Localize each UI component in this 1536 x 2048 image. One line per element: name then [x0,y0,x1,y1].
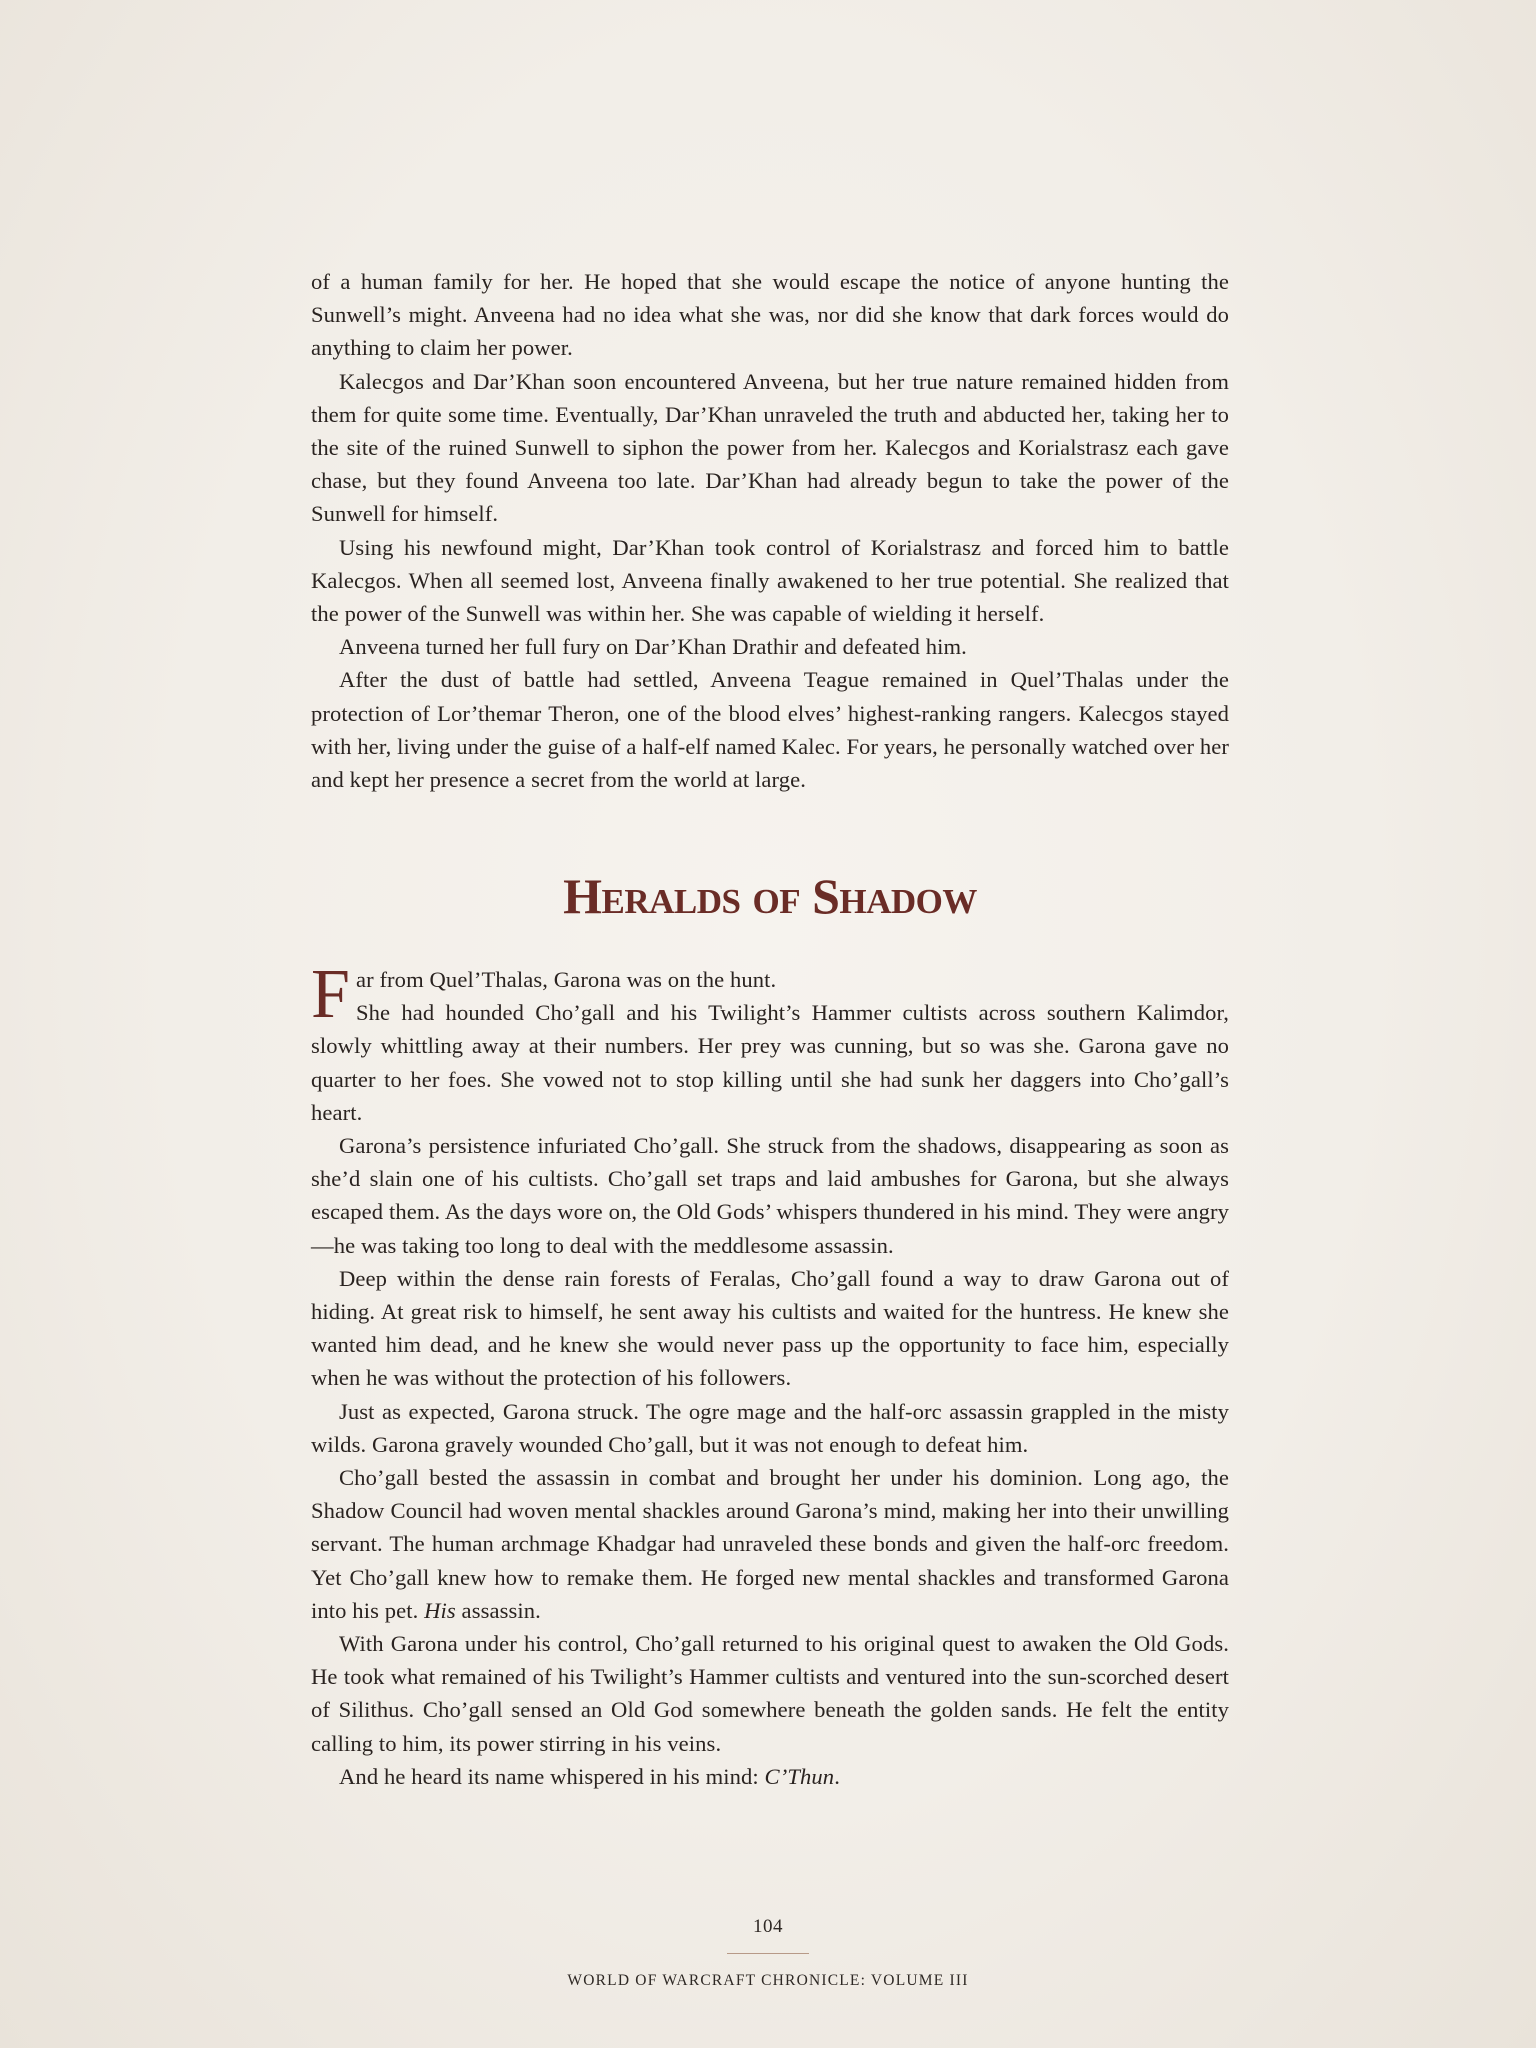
paragraph-text: . [834,1763,840,1789]
paragraph: Just as expected, Garona struck. The ogre mage and the half-orc assassin grappled in the misty wilds. Garona gravely wounded Cho’gall, but it was not enough to defeat him. [311,1398,1229,1457]
footer-divider [727,1953,809,1954]
top-text-block [311,265,1229,796]
paragraph-text: assassin. [455,1597,541,1623]
bottom-text-block [311,956,1229,1793]
page-number: 104 [753,1916,783,1937]
opening-line: ar from Quel’Thalas, Garona was on the hunt. [355,967,777,992]
paragraph: After the dust of battle had settled, Anveena Teague remained in Quel’Thalas under the protection of Lor’themar Theron, one of the blood elves’ highest-ranking rangers. Kalecgos stayed with her, living under the guise of a half-elf named Kalec. For years, he personally watched over her and kept her presence a secret from the world at large. [311,667,1229,793]
paragraph: Deep within the dense rain forests of Feralas, Cho’gall found a way to draw Garona out of hiding. At great risk to himself, he sent away his cultists and waited for the huntress. He knew she wanted him dead, and he knew she would never pass up the opportunity to face him, especially when he was without the protection of his followers. [311,1265,1229,1391]
section-heading: Heralds of Shadow [563,868,977,924]
italic-name: C’Thun [764,1763,835,1789]
paragraph-text: Cho’gall bested the assassin in combat and brought her under his dominion. Long ago, the Shadow Council had woven mental shackles around Garona’s mind, making her into their unwilling servant. The human archmage Khadgar had unraveled these bonds and given the half-orc freedom. Yet Cho’gall knew how to remake them. He forged new mental shackles and transformed Garona into his pet. [311,1465,1229,1623]
paragraph [311,1760,1229,1793]
paragraph: Anveena turned her full fury on Dar’Khan Drathir and defeated him. [339,634,967,660]
paragraph-text: And he heard its name whispered in his mind: [339,1763,765,1789]
drop-cap: F [311,956,350,1033]
paragraph [311,1461,1229,1627]
paragraph: With Garona under his control, Cho’gall returned to his original quest to awaken the Old Gods. He took what remained of his Twilight’s Hammer cultists and ventured into the sun-scorched desert of Silithus. Cho’gall sensed an Old God somewhere beneath the golden sands. He felt the entity calling to him, its power stirring in his veins. [311,1631,1229,1756]
running-footer-title: WORLD OF WARCRAFT CHRONICLE: VOLUME III [567,1972,969,1989]
italic-word: His [424,1597,456,1623]
paragraph: of a human family for her. He hoped that she would escape the notice of anyone hunting the Sunwell’s might. Anveena had no idea what she was, nor did she know that dark forces would do anything to claim her power. [311,269,1229,361]
paragraph: Garona’s persistence infuriated Cho’gall. She struck from the shadows, disappearing as soon as she’d slain one of his cultists. Cho’gall set traps and laid ambushes for Garona, but she always escaped them. As the days wore on, the Old Gods’ whispers thundered in his mind. They were angry—he was taking too long to deal with the meddlesome assassin. [311,1133,1229,1258]
paragraph: Kalecgos and Dar’Khan soon encountered Anveena, but her true nature remained hidden from them for quite some time. Eventually, Dar’Khan unraveled the truth and abducted her, taking her to the site of the ruined Sunwell to siphon the power from her. Kalecgos and Korialstrasz each gave chase, but they found Anveena too late. Dar’Khan had already begun to take the power of the Sunwell for himself. [311,368,1229,527]
paragraph: Using his newfound might, Dar’Khan took control of Korialstrasz and forced him to battle Kalecgos. When all seemed lost, Anveena finally awakened to her true potential. She realized that the power of the Sunwell was within her. She was capable of wielding it herself. [311,534,1229,627]
paragraph-text: She had hounded Cho’gall and his Twilight’s Hammer cultists across southern Kalimdor, slowly whittling away at their numbers. Her prey was cunning, but so was she. Garona gave no quarter to her foes. She vowed not to stop killing until she had sunk her daggers into Cho’gall’s heart. [311,1000,1229,1125]
paragraph [311,996,1229,1129]
